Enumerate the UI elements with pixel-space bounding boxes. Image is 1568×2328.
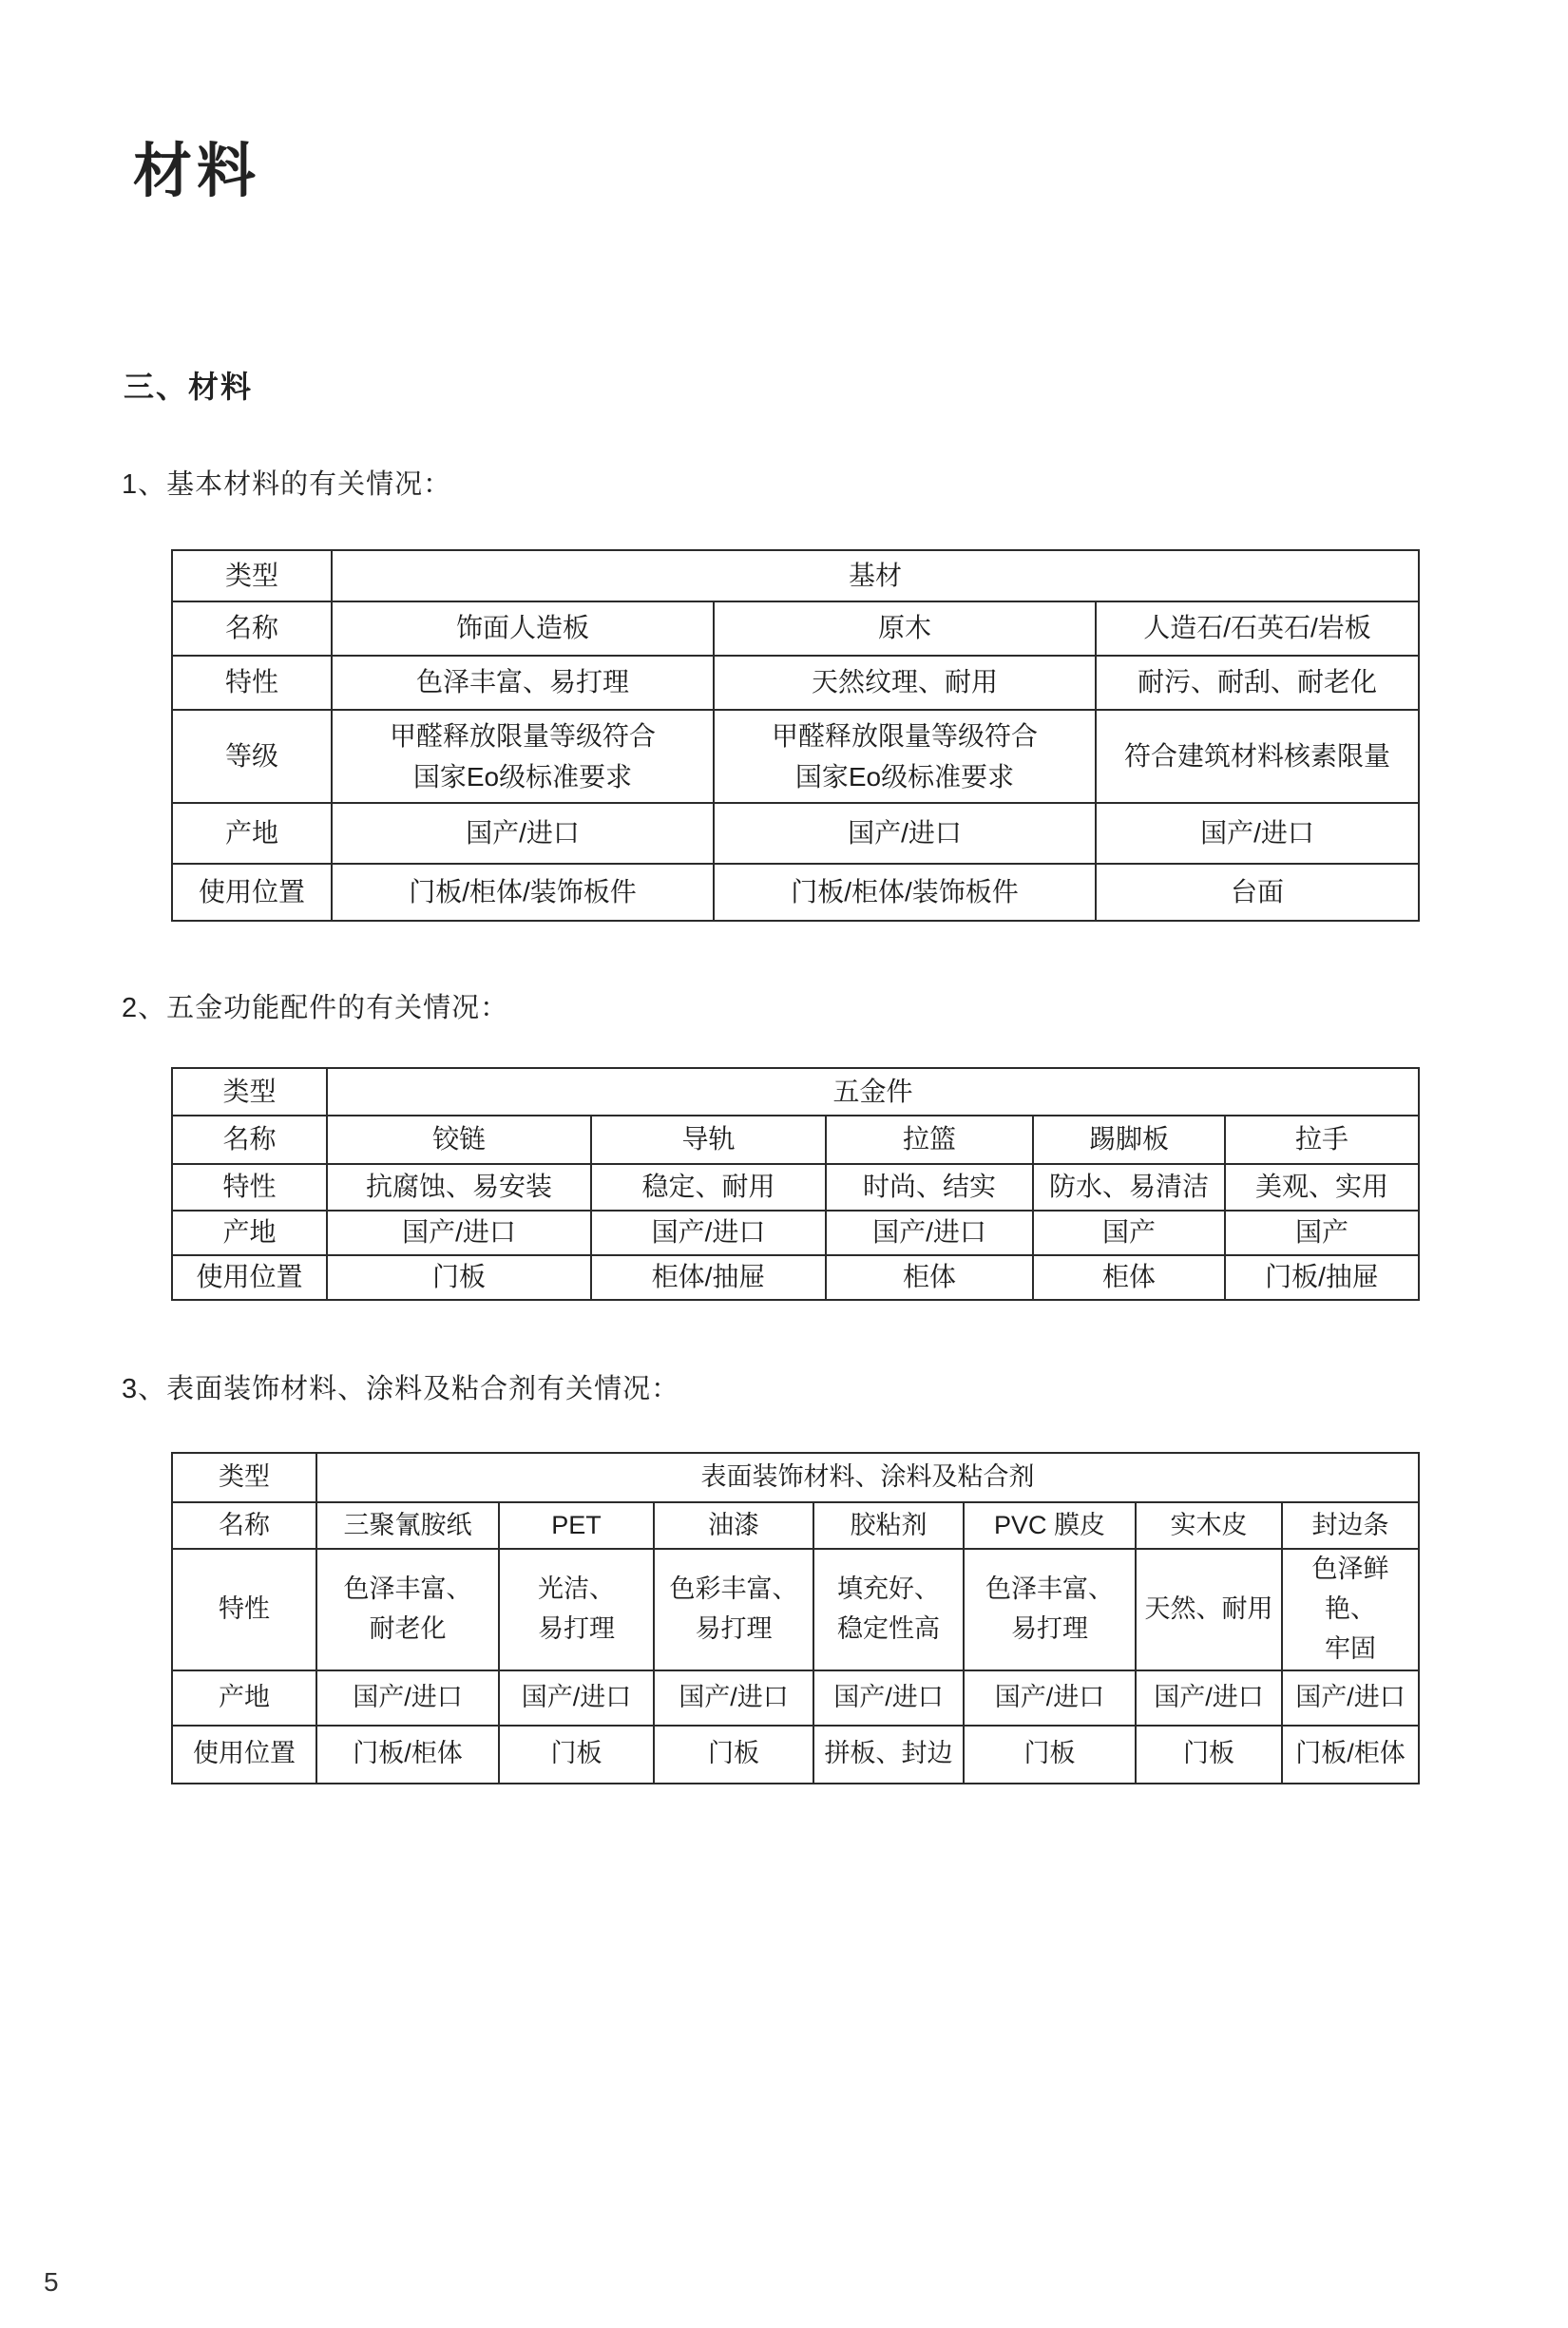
table-row	[172, 1068, 1419, 1116]
cell-name: 油漆	[654, 1502, 813, 1549]
table-row	[172, 864, 1419, 921]
cell-usage: 门板/抽屉	[1225, 1255, 1419, 1300]
cell-line: 易打理	[1011, 1613, 1088, 1643]
table-1-heading: 1、基本材料的有关情况：	[122, 469, 452, 500]
cell-line: 甲醛释放限量等级符合	[771, 720, 1038, 751]
row-label-origin: 产地	[172, 1211, 327, 1255]
cell-feature: 稳定、耐用	[591, 1164, 826, 1211]
cell-feature: 耐污、耐刮、耐老化	[1096, 656, 1419, 710]
table-row	[172, 1255, 1419, 1300]
cell-name: 饰面人造板	[332, 601, 714, 656]
cell-usage: 门板	[499, 1726, 654, 1784]
cell-usage: 门板	[1136, 1726, 1282, 1784]
table-row	[172, 1726, 1419, 1784]
cell-feature: 抗腐蚀、易安装	[327, 1164, 591, 1211]
cell-usage: 台面	[1096, 864, 1419, 921]
cell-feature	[813, 1549, 964, 1670]
cell-line: 甲醛释放限量等级符合	[389, 720, 656, 751]
cell-name: PVC 膜皮	[964, 1502, 1136, 1549]
cell-feature	[1136, 1549, 1282, 1670]
cell-feature	[316, 1549, 499, 1670]
cell-feature: 美观、实用	[1225, 1164, 1419, 1211]
hardware-fittings-table	[171, 1067, 1420, 1301]
type-value-cell: 表面装饰材料、涂料及粘合剂	[316, 1453, 1419, 1502]
cell-line: 稳定性高	[837, 1613, 940, 1643]
cell-grade	[1096, 710, 1419, 803]
cell-name: 踢脚板	[1033, 1116, 1225, 1164]
cell-name: 三聚氰胺纸	[316, 1502, 499, 1549]
basic-materials-table	[171, 549, 1420, 922]
cell-line: 色泽鲜艳、	[1311, 1555, 1389, 1623]
cell-origin: 国产	[1033, 1211, 1225, 1255]
surface-materials-table	[171, 1452, 1420, 1784]
cell-origin: 国产/进口	[813, 1670, 964, 1726]
row-label-usage: 使用位置	[172, 864, 332, 921]
cell-origin: 国产	[1225, 1211, 1419, 1255]
cell-name: 胶粘剂	[813, 1502, 964, 1549]
cell-feature: 防水、易清洁	[1033, 1164, 1225, 1211]
cell-origin: 国产/进口	[654, 1670, 813, 1726]
cell-usage: 门板/柜体	[1282, 1726, 1419, 1784]
cell-usage: 柜体/抽屉	[591, 1255, 826, 1300]
cell-feature: 天然纹理、耐用	[714, 656, 1096, 710]
type-value-cell: 五金件	[327, 1068, 1419, 1116]
row-label-name: 名称	[172, 1502, 316, 1549]
cell-origin: 国产/进口	[591, 1211, 826, 1255]
row-label-origin: 产地	[172, 803, 332, 864]
cell-origin: 国产/进口	[1136, 1670, 1282, 1726]
cell-origin: 国产/进口	[826, 1211, 1033, 1255]
table-row	[172, 1549, 1419, 1670]
cell-origin: 国产/进口	[499, 1670, 654, 1726]
cell-line: 耐老化	[369, 1613, 447, 1643]
row-label-name: 名称	[172, 601, 332, 656]
cell-feature	[1282, 1549, 1419, 1670]
row-label-usage: 使用位置	[172, 1726, 316, 1784]
cell-usage: 门板	[654, 1726, 813, 1784]
section-heading: 三、材料	[124, 370, 254, 404]
cell-feature	[964, 1549, 1136, 1670]
cell-origin: 国产/进口	[964, 1670, 1136, 1726]
table-row	[172, 1164, 1419, 1211]
cell-name: 铰链	[327, 1116, 591, 1164]
row-label-grade: 等级	[172, 710, 332, 803]
row-label-type: 类型	[172, 1068, 327, 1116]
type-value-cell: 基材	[332, 550, 1419, 601]
cell-origin: 国产/进口	[316, 1670, 499, 1726]
cell-usage: 门板/柜体/装饰板件	[332, 864, 714, 921]
row-label-feature: 特性	[172, 1164, 327, 1211]
cell-name: 人造石/石英石/岩板	[1096, 601, 1419, 656]
table-row	[172, 1453, 1419, 1502]
cell-usage: 门板	[327, 1255, 591, 1300]
cell-line: 色泽丰富、	[343, 1574, 472, 1603]
row-label-usage: 使用位置	[172, 1255, 327, 1300]
cell-origin: 国产/进口	[327, 1211, 591, 1255]
cell-feature	[654, 1549, 813, 1670]
cell-grade	[714, 710, 1096, 803]
cell-origin: 国产/进口	[714, 803, 1096, 864]
cell-line: 光洁、	[538, 1574, 615, 1603]
cell-feature	[499, 1549, 654, 1670]
cell-feature: 时尚、结实	[826, 1164, 1033, 1211]
table-row	[172, 1670, 1419, 1726]
cell-line: 天然、耐用	[1144, 1593, 1273, 1623]
cell-line: 国家Eo级标准要求	[412, 762, 633, 792]
cell-usage: 门板/柜体/装饰板件	[714, 864, 1096, 921]
cell-line: 填充好、	[837, 1574, 940, 1603]
table-row	[172, 1116, 1419, 1164]
cell-usage: 门板	[964, 1726, 1136, 1784]
cell-usage: 柜体	[1033, 1255, 1225, 1300]
row-label-origin: 产地	[172, 1670, 316, 1726]
cell-usage: 拼板、封边	[813, 1726, 964, 1784]
cell-line: 色泽丰富、	[985, 1574, 1114, 1603]
cell-line: 易打理	[695, 1613, 773, 1643]
table-row	[172, 803, 1419, 864]
cell-name: PET	[499, 1502, 654, 1549]
cell-origin: 国产/进口	[332, 803, 714, 864]
cell-origin: 国产/进口	[1096, 803, 1419, 864]
cell-origin: 国产/进口	[1282, 1670, 1419, 1726]
cell-line: 牢固	[1325, 1633, 1377, 1663]
table-row	[172, 656, 1419, 710]
row-label-feature: 特性	[172, 1549, 316, 1670]
page-number: 5	[44, 2267, 59, 2297]
cell-line: 色彩丰富、	[669, 1574, 798, 1603]
cell-line: 易打理	[538, 1613, 615, 1643]
table-row	[172, 550, 1419, 601]
table-3-heading: 3、表面装饰材料、涂料及粘合剂有关情况：	[122, 1374, 680, 1404]
cell-name: 导轨	[591, 1116, 826, 1164]
cell-name: 原木	[714, 601, 1096, 656]
table-row	[172, 710, 1419, 803]
table-2-heading: 2、五金功能配件的有关情况：	[122, 993, 509, 1023]
table-row	[172, 1502, 1419, 1549]
table-row	[172, 601, 1419, 656]
cell-line: 国家Eo级标准要求	[794, 762, 1015, 792]
cell-usage: 门板/柜体	[316, 1726, 499, 1784]
cell-name: 封边条	[1282, 1502, 1419, 1549]
row-label-feature: 特性	[172, 656, 332, 710]
cell-grade	[332, 710, 714, 803]
cell-name: 实木皮	[1136, 1502, 1282, 1549]
row-label-name: 名称	[172, 1116, 327, 1164]
table-row	[172, 1211, 1419, 1255]
cell-line: 符合建筑材料核素限量	[1124, 741, 1391, 772]
row-label-type: 类型	[172, 1453, 316, 1502]
cell-feature: 色泽丰富、易打理	[332, 656, 714, 710]
cell-usage: 柜体	[826, 1255, 1033, 1300]
cell-name: 拉篮	[826, 1116, 1033, 1164]
cell-name: 拉手	[1225, 1116, 1419, 1164]
row-label-type: 类型	[172, 550, 332, 601]
page-title: 材料	[133, 139, 261, 204]
